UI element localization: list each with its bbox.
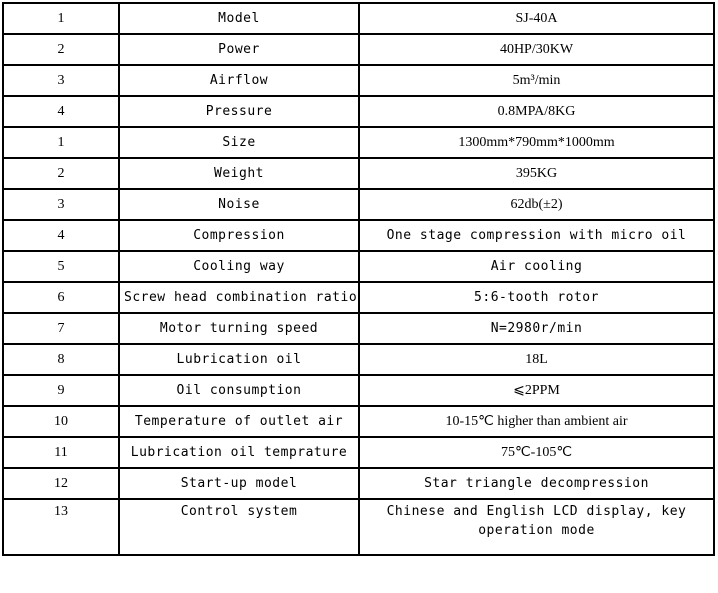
row-number-cell: 10 xyxy=(3,406,119,437)
spec-value-cell: Star triangle decompression xyxy=(359,468,714,499)
spec-value-cell: 62db(±2) xyxy=(359,189,714,220)
spec-value-cell: 75℃-105℃ xyxy=(359,437,714,468)
spec-value-cell: 1300mm*790mm*1000mm xyxy=(359,127,714,158)
spec-name-cell: Model xyxy=(119,3,359,34)
table-row xyxy=(3,313,714,344)
spec-table-body xyxy=(3,3,714,555)
spec-name-cell: Power xyxy=(119,34,359,65)
spec-name-cell: Screw head combination ratio xyxy=(119,282,359,313)
table-row xyxy=(3,34,714,65)
row-number-cell: 11 xyxy=(3,437,119,468)
table-row xyxy=(3,499,714,555)
spec-name-cell: Noise xyxy=(119,189,359,220)
spec-value-cell: 40HP/30KW xyxy=(359,34,714,65)
spec-name-cell: Cooling way xyxy=(119,251,359,282)
spec-value-cell: Chinese and English LCD display, key operation mode xyxy=(359,499,714,555)
row-number-cell: 2 xyxy=(3,34,119,65)
row-number-cell: 2 xyxy=(3,158,119,189)
spec-value-cell: 0.8MPA/8KG xyxy=(359,96,714,127)
table-row xyxy=(3,96,714,127)
spec-value-cell: SJ-40A xyxy=(359,3,714,34)
row-number-cell: 7 xyxy=(3,313,119,344)
spec-value-cell: 5m³/min xyxy=(359,65,714,96)
table-row xyxy=(3,282,714,313)
spec-value-cell: 395KG xyxy=(359,158,714,189)
table-row xyxy=(3,375,714,406)
spec-name-cell: Start-up model xyxy=(119,468,359,499)
spec-value-cell: N=2980r/min xyxy=(359,313,714,344)
table-row xyxy=(3,65,714,96)
row-number-cell: 4 xyxy=(3,96,119,127)
spec-value-cell: 18L xyxy=(359,344,714,375)
row-number-cell: 1 xyxy=(3,127,119,158)
spec-table xyxy=(2,2,715,556)
spec-name-cell: Motor turning speed xyxy=(119,313,359,344)
row-number-cell: 13 xyxy=(3,499,119,555)
table-row xyxy=(3,437,714,468)
table-row xyxy=(3,251,714,282)
table-row xyxy=(3,344,714,375)
spec-name-cell: Control system xyxy=(119,499,359,555)
row-number-cell: 6 xyxy=(3,282,119,313)
table-row xyxy=(3,406,714,437)
spec-name-cell: Lubrication oil temprature xyxy=(119,437,359,468)
spec-name-cell: Weight xyxy=(119,158,359,189)
row-number-cell: 8 xyxy=(3,344,119,375)
spec-name-cell: Size xyxy=(119,127,359,158)
spec-name-cell: Temperature of outlet air xyxy=(119,406,359,437)
row-number-cell: 4 xyxy=(3,220,119,251)
table-row xyxy=(3,189,714,220)
row-number-cell: 3 xyxy=(3,189,119,220)
spec-name-cell: Lubrication oil xyxy=(119,344,359,375)
row-number-cell: 5 xyxy=(3,251,119,282)
spec-value-cell: 5:6-tooth rotor xyxy=(359,282,714,313)
row-number-cell: 12 xyxy=(3,468,119,499)
spec-value-cell: 10-15℃ higher than ambient air xyxy=(359,406,714,437)
spec-name-cell: Oil consumption xyxy=(119,375,359,406)
row-number-cell: 3 xyxy=(3,65,119,96)
spec-name-cell: Compression xyxy=(119,220,359,251)
table-row xyxy=(3,158,714,189)
spec-value-cell: One stage compression with micro oil xyxy=(359,220,714,251)
spec-value-cell: ⩽2PPM xyxy=(359,375,714,406)
table-row xyxy=(3,3,714,34)
spec-name-cell: Airflow xyxy=(119,65,359,96)
table-row xyxy=(3,220,714,251)
table-row xyxy=(3,468,714,499)
spec-name-cell: Pressure xyxy=(119,96,359,127)
table-row xyxy=(3,127,714,158)
row-number-cell: 1 xyxy=(3,3,119,34)
spec-value-cell: Air cooling xyxy=(359,251,714,282)
row-number-cell: 9 xyxy=(3,375,119,406)
